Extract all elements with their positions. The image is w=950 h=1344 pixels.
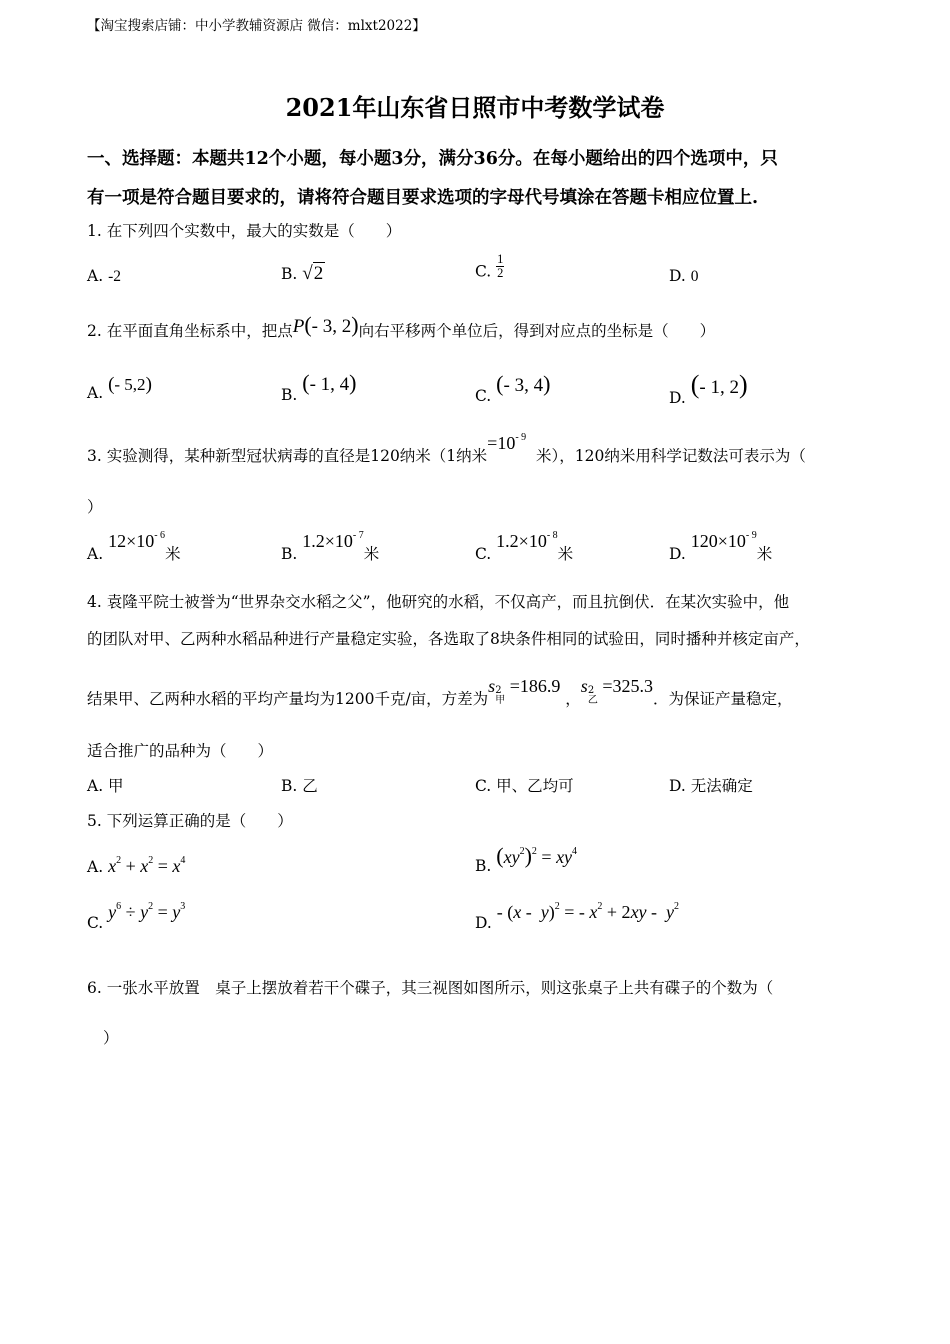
question-4-line4: 适合推广的品种为（ ） — [87, 742, 274, 760]
q2-option-c: C. (- 3, 4) — [475, 371, 551, 405]
q3-option-b: B. $1.2\times 10^{- 7}$米 — [281, 530, 380, 563]
question-4-line2: 的团队对甲、乙两种水稻品种进行产量稳定实验，各选取了8块条件相同的试验田，同时播种并核定亩产， — [87, 630, 810, 648]
q5-option-a: A. $x^2 + x^2 = x^4$ — [87, 855, 186, 876]
shop-header: 【淘宝搜索店铺：中小学教辅资源店 微信：mlxt2022】 — [87, 18, 426, 34]
question-3-stem-end: ） — [87, 498, 103, 516]
q4-option-d: D. 无法确定 — [669, 777, 753, 795]
q5-option-b: B. $(xy^2)^2 = xy^4$ — [475, 843, 578, 875]
question-3-stem: 3. 实验测得，某种新型冠状病毒的直径是120纳米（1纳米$=10^{- 9}$ 米），120纳米用科学记数法可表示为（ — [87, 432, 806, 465]
question-2-stem: 2. 在平面直角坐标系中，把点P(- 3, 2)向右平移两个单位后，得到对应点的坐标是（ ） — [87, 312, 716, 340]
q1-option-a: A. -2 — [87, 267, 121, 285]
q1-option-b: B. √2 — [281, 263, 324, 284]
question-6-line2: ） — [103, 1029, 119, 1047]
q2-option-a: A. (- 5,2) — [87, 374, 152, 402]
question-5-stem: 5. 下列运算正确的是（ ） — [87, 812, 293, 830]
q4-option-b: B. 乙 — [281, 777, 318, 795]
page-title: 2021年山东省日照市中考数学试卷 — [285, 93, 665, 122]
q5-option-d: D. - (x - y)$^2$ = - $x^2 + 2xy - y^2$ — [475, 901, 680, 932]
fraction: $\frac{1}{2}$ — [497, 252, 504, 280]
q1-option-c: C. $\frac{1}{2}$ — [475, 252, 504, 281]
q3-option-c: C. $1.2\times 10^{- 8}$米 — [475, 530, 574, 563]
q4-option-c: C. 甲、乙均可 — [475, 777, 574, 795]
q3-option-a: A. $12\times 10^{- 6}$米 — [87, 530, 181, 563]
sqrt-symbol: √2 — [302, 263, 324, 284]
section-instructions-line2: 有一项是符合题目要求的，请将符合题目要求选项的字母代号填涂在答题卡相应位置上. — [87, 188, 759, 208]
q1-option-d: D. 0 — [669, 267, 699, 285]
q4-option-a: A. 甲 — [87, 777, 124, 795]
question-1-stem: 1. 在下列四个实数中，最大的实数是（ ） — [87, 222, 402, 240]
q5-option-c: C. $y^6 \div y^2 = y^3$ — [87, 901, 186, 932]
q2-option-b: B. (- 1, 4) — [281, 370, 357, 404]
section-instructions-line1: 一、选择题：本题共12个小题，每小题3分，满分36分。在每小题给出的四个选项中，只 — [87, 149, 778, 169]
question-6-line1: 6. 一张水平放置 桌子上摆放着若干个碟子，其三视图如图所示，则这张桌子上共有碟子的个数为（ — [87, 979, 774, 997]
question-4-line1: 4. 袁隆平院士被誉为“世界杂交水稻之父”，他研究的水稻，不仅高产，而且抗倒伏．在某次实验中，他 — [87, 593, 790, 611]
q2-option-d: D. (- 1, 2) — [669, 370, 748, 407]
q3-option-d: D. $120\times 10^{- 9}$米 — [669, 530, 773, 563]
question-4-line3: 结果甲、乙两种水稻的平均产量均为1200千克/亩，方差为s 2 甲 =186.9 ，s 2 乙 =325.3．为保证产量稳定， — [87, 676, 793, 708]
